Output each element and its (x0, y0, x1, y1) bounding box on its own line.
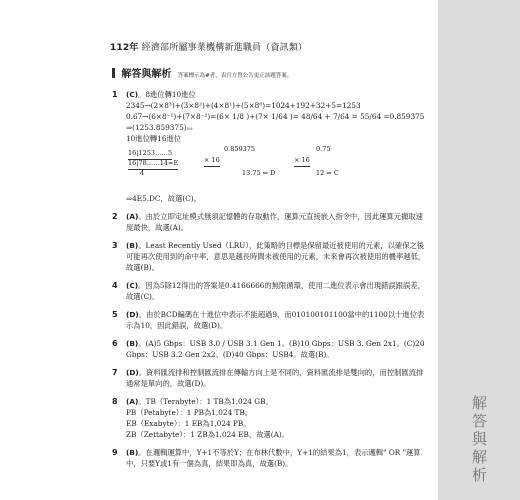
side-tab-label: 解答與解析 (470, 395, 488, 485)
item-answer: (C) (126, 90, 139, 99)
item-line: ⇒(1253.859375)₁₀ (126, 123, 193, 132)
item-answer: (B) (126, 448, 139, 457)
item-text: 。由於BCD編碼在十進位中表示不能超過9，而010100101100當中的1100以十進位表示為10，因此錯誤，故選(D)。 (126, 310, 425, 330)
item-line: ZB（Zettabyte）：1 ZB為1,024 EB，故選(A)。 (126, 430, 290, 439)
division-step-1: 16|1253……5 (128, 148, 172, 160)
answer-item-1 (112, 89, 430, 204)
item-text: 。資料匯流排和控制匯流排在傳輸方向上是不同的，資料匯流排是雙向的，而控制匯流排通常是單向的，故選(D)。 (126, 368, 424, 388)
multiply-2-result: 12 ⇒ C (316, 169, 339, 177)
answer-item-7 (112, 367, 430, 389)
item-text: 。Least Recently Used（LRU），此策略的目標是保留最近被使用的元素，以確保之後可能再次使用到的命中率，意思是越長時間未被使用的元素，未來會再次被使用的機率越低，故選(B)。 (126, 241, 426, 272)
item-number: 9 (112, 448, 118, 457)
title-bar-icon (112, 68, 115, 78)
item-number: 5 (112, 310, 118, 319)
section-note: 答案標示為#者，表官方曾公告更正該題答案。 (177, 73, 293, 79)
header-year: 112年 (110, 43, 139, 53)
item-line: 10進位轉16進位 (126, 134, 182, 143)
answer-item-4 (112, 280, 430, 302)
item-number: 1 (112, 90, 118, 99)
multiply-2-top: 0.75 (316, 145, 331, 153)
item-text: 。由於立即定址模式無須記憶體的存取動作，運算元直接嵌入指令中，因此運算元擷取速度最快，故選(A)。 (126, 212, 423, 232)
side-tab (438, 0, 520, 500)
item-line: 2345→(2×8³)+(3×8²)+(4×8¹)+(5×8⁰)=1024+192+32+5=1253 (126, 101, 361, 110)
answer-section (112, 68, 430, 476)
item-number: 8 (112, 397, 118, 406)
item-number: 6 (112, 339, 118, 348)
item-answer: (B) (126, 241, 139, 250)
item-answer: (D) (126, 368, 139, 377)
item-text: 。因為5除12得出的答案是0.4166666的無限循環，使用二進位表示會出現錯誤跟誤差，故選(C)。 (126, 281, 425, 301)
answer-item-2 (112, 211, 430, 233)
division-step-2: 16|78……14=E (128, 158, 178, 170)
item-number: 7 (112, 368, 118, 377)
item-text: 。在邏輯運算中，Y+1不等於Y；在布林代數中，Y+1的結果為1，表示邏輯" OR "運算中，只要Y或1有一個為真，結果即為真，故選(B)。 (126, 448, 421, 468)
conversion-calculation (126, 146, 430, 190)
item-answer: (C) (126, 281, 139, 290)
item-text: 。(A)5 Gbps：USB 3.0 / USB 3.1 Gen 1。(B)10 Gbps：USB 3. Gen 2x1。(C)20 Gbps：USB 3.2 Gen 2x2。(D)40 Gbps：USB4。故選(B)。 (126, 339, 425, 359)
item-line: 0.67→(6×8⁻¹)+(7×8⁻²)=(6× 1/8 )+(7× 1/64 )= 48/64 + 7/64 = 55/64 =0.859375 (126, 112, 425, 121)
item-line: PB（Petabyte）：1 PB為1,024 TB。 (126, 408, 253, 417)
item-answer: (A) (126, 397, 139, 406)
item-number: 2 (112, 212, 118, 221)
item-result: ⇒4E5.DC，故選(C)。 (126, 194, 201, 203)
item-line: EB（Exabyte）：1 EB為1,024 PB。 (126, 419, 251, 428)
multiply-2-operator: × 16 (294, 155, 310, 167)
answer-item-9 (112, 447, 430, 469)
item-text: 。TB（Terabyte）：1 TB為1,024 GB。 (138, 397, 273, 406)
item-text: 。8進位轉10進位 (138, 90, 196, 99)
answer-item-6 (112, 338, 430, 360)
answer-item-3 (112, 240, 430, 273)
item-answer: (A) (126, 212, 139, 221)
division-step-3: 4 (140, 169, 145, 177)
item-number: 3 (112, 241, 118, 250)
section-title-row (112, 68, 430, 82)
answer-item-8 (112, 396, 430, 440)
header-title: 經濟部所屬事業機構新進職員（資訊類） (141, 43, 308, 53)
multiply-1-top: 0.859375 (224, 145, 256, 153)
item-answer: (D) (126, 310, 139, 319)
item-number: 4 (112, 281, 118, 290)
multiply-1-result: 13.75 ⇒ D (242, 169, 276, 177)
item-answer: (B) (126, 339, 139, 348)
section-title: 解答與解析 (121, 69, 172, 80)
answer-item-5 (112, 309, 430, 331)
multiply-1-operator: × 16 (204, 155, 220, 167)
page-header (110, 40, 440, 56)
